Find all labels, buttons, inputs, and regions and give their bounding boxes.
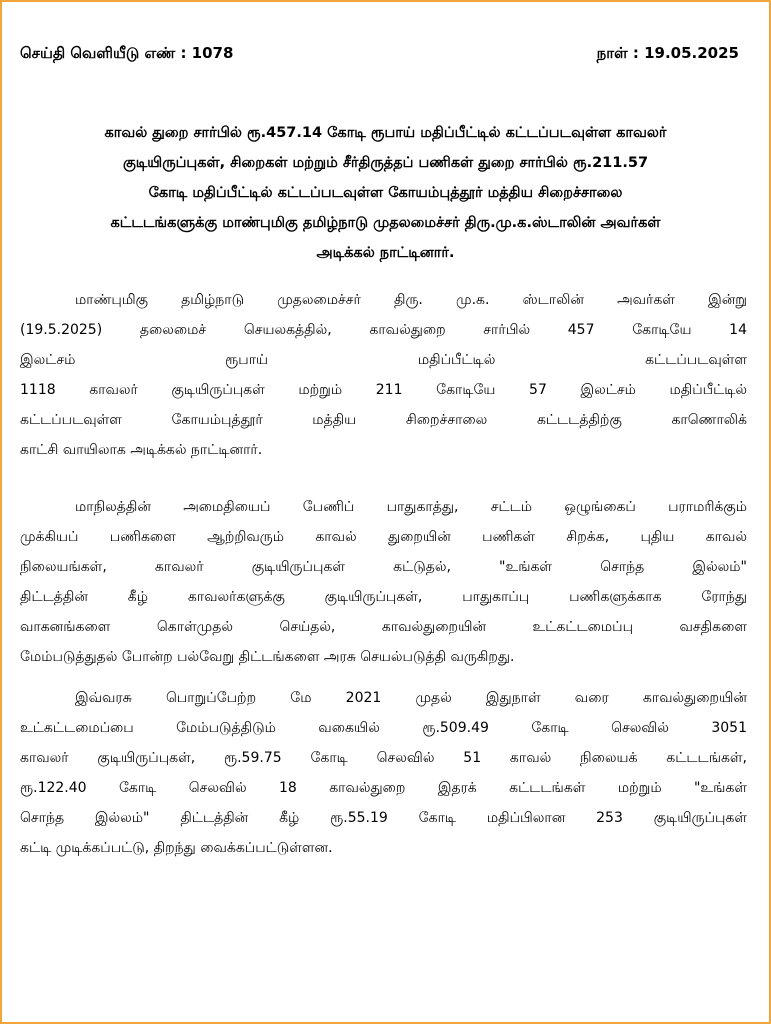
- paragraph-3: [20, 683, 747, 863]
- release-number: செய்தி வெளியீடு எண் : 1078: [20, 44, 234, 62]
- paragraph-line: காட்சி வாயிலாக அடிக்கல் நாட்டினார்.: [20, 442, 263, 458]
- headline-line: கோடி மதிப்பீட்டில் கட்டப்படவுள்ள கோயம்புத்தூர் மத்திய சிறைச்சாலை: [148, 185, 623, 201]
- paragraph-line: இலட்சம் ரூபாய் மதிப்பீட்டில் கட்டப்படவுள்ள: [20, 352, 747, 368]
- paragraph-line: மாநிலத்தின் அமைதியைப் பேணிப் பாதுகாத்து, சட்டம் ஒழுங்கைப் பராமரிக்கும்: [75, 499, 747, 515]
- paragraph-line: 1118 காவலர் குடியிருப்புகள் மற்றும் 211 கோடியே 57 இலட்சம் மதிப்பீட்டில்: [20, 382, 747, 398]
- paragraph-line: (19.5.2025) தலைமைச் செயலகத்தில், காவல்துறை சார்பில் 457 கோடியே 14: [20, 322, 747, 338]
- paragraph-line: உட்கட்டமைப்பை மேம்படுத்திடும் வகையில் ரூ.509.49 கோடி செலவில் 3051: [20, 720, 747, 736]
- headline-line: குடியிருப்புகள், சிறைகள் மற்றும் சீர்திருத்தப் பணிகள் துறை சார்பில் ரூ.211.57: [122, 155, 649, 171]
- header-row: [20, 42, 739, 66]
- headline: [20, 118, 751, 268]
- paragraph-1: [20, 285, 747, 465]
- headline-line: காவல் துறை சார்பில் ரூ.457.14 கோடி ரூபாய் மதிப்பீட்டில் கட்டப்படவுள்ள காவலர்: [104, 125, 667, 141]
- paragraph-line: திட்டத்தின் கீழ் காவலர்களுக்கு குடியிருப்புகள், பாதுகாப்பு பணிகளுக்காக ரோந்து: [20, 589, 747, 605]
- paragraph-line: முக்கியப் பணிகளை ஆற்றிவரும் காவல் துறையின் பணிகள் சிறக்க, புதிய காவல்: [20, 529, 747, 545]
- paragraph-line: சொந்த இல்லம்" திட்டத்தின் கீழ் ரூ.55.19 கோடி மதிப்பிலான 253 குடியிருப்புகள்: [20, 810, 747, 826]
- paragraph-line: காவலர் குடியிருப்புகள், ரூ.59.75 கோடி செலவில் 51 காவல் நிலையக் கட்டடங்கள்,: [20, 750, 747, 766]
- paragraph-line: வாகனங்களை கொள்முதல் செய்தல், காவல்துறையின் உட்கட்டமைப்பு வசதிகளை: [20, 619, 747, 635]
- paragraph-line: மாண்புமிகு தமிழ்நாடு முதலமைச்சர் திரு. மு.க. ஸ்டாலின் அவர்கள் இன்று: [75, 292, 747, 308]
- release-date: நாள் : 19.05.2025: [596, 44, 739, 62]
- paragraph-2: [20, 492, 747, 672]
- paragraph-line: நிலையங்கள், காவலர் குடியிருப்புகள் கட்டுதல், "உங்கள் சொந்த இல்லம்": [20, 559, 747, 575]
- headline-line: அடிக்கல் நாட்டினார்.: [316, 245, 455, 261]
- paragraph-line: இவ்வரசு பொறுப்பேற்ற மே 2021 முதல் இதுநாள் வரை காவல்துறையின்: [75, 690, 747, 706]
- paragraph-line: ரூ.122.40 கோடி செலவில் 18 காவல்துறை இதரக் கட்டடங்கள் மற்றும் "உங்கள்: [20, 780, 747, 796]
- headline-line: கட்டடங்களுக்கு மாண்புமிகு தமிழ்நாடு முதலமைச்சர் திரு.மு.க.ஸ்டாலின் அவர்கள்: [110, 215, 661, 231]
- paragraph-line: கட்டப்படவுள்ள கோயம்புத்தூர் மத்திய சிறைச்சாலை கட்டடத்திற்கு காணொலிக்: [20, 412, 747, 428]
- paragraph-line: மேம்படுத்துதல் போன்ற பல்வேறு திட்டங்களை அரசு செயல்படுத்தி வருகிறது.: [20, 649, 515, 665]
- paragraph-line: கட்டி முடிக்கப்பட்டு, திறந்து வைக்கப்பட்டுள்ளன.: [20, 840, 333, 856]
